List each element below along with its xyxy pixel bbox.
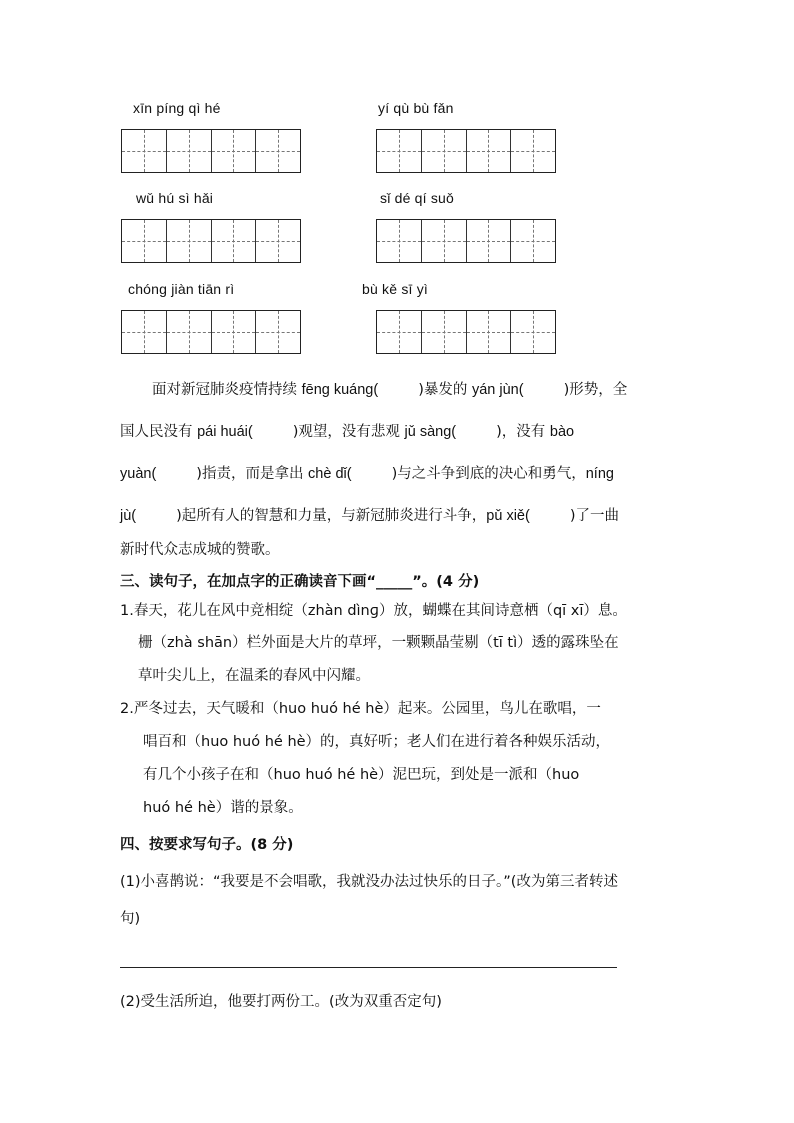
section-3-q1-line: 1.春天，花儿在风中竞相绽（zhàn dìnɡ）放，蝴蝶在其间诗意栖（qī xī）息。 [120, 603, 627, 619]
pinyin-prompt: jǔ sànɡ( [404, 424, 457, 440]
answer-line[interactable] [120, 967, 617, 968]
pinyin-prompt: jù( [120, 508, 137, 524]
pinyin-prompt: yuàn( [120, 466, 157, 482]
passage-text: )暴发的 [418, 382, 472, 398]
passage-text: )了一曲 [569, 508, 619, 524]
section-3-q2-line: huó hé hè）谐的景象。 [143, 800, 303, 816]
passage-text: 面对新冠肺炎疫情持续 [152, 382, 302, 398]
passage-text: 新时代众志成城的赞歌。 [120, 542, 280, 558]
pinyin-label: bù kě sī yì [362, 281, 429, 297]
passage-line [152, 383, 627, 398]
pinyin-prompt: pǔ xiě( [486, 508, 530, 524]
section-3-q2-line: 唱百和（huo huó hé hè）的，真好听；老人们在进行着各种娱乐活动， [143, 734, 611, 750]
passage-line [120, 509, 619, 524]
pinyin-prompt: nínɡ [585, 466, 614, 482]
passage-text: )形势，全 [563, 382, 628, 398]
pinyin-prompt: chè dǐ( [308, 466, 352, 482]
writing-grid[interactable] [121, 129, 301, 173]
passage-text: )与之斗争到底的决心和勇气， [391, 466, 586, 482]
pinyin-prompt: pái huái( [197, 424, 253, 440]
section-4-q2-line: (2)受生活所迫，他要打两份工。(改为双重否定句) [120, 994, 442, 1010]
writing-grid[interactable] [121, 310, 301, 354]
writing-grid[interactable] [376, 219, 556, 263]
passage-text: )，没有 [496, 424, 550, 440]
section-4-title: 四、按要求写句子。(8 分) [120, 837, 294, 853]
pinyin-label: yí qù bù fǎn [378, 100, 454, 116]
section-3-q1-line: 栅（zhà shān）栏外面是大片的草坪，一颗颗晶莹剔（tī tì）透的露珠坠在 [138, 635, 619, 651]
pinyin-prompt: yán jùn( [471, 382, 524, 398]
writing-grid[interactable] [121, 219, 301, 263]
pinyin-label: wǔ hú sì hǎi [136, 190, 214, 206]
passage-line [120, 467, 614, 482]
writing-grid[interactable] [376, 129, 556, 173]
passage-text: )指责，而是拿出 [196, 466, 309, 482]
pinyin-label: xīn pínɡ qì hé [133, 100, 221, 116]
pinyin-label: chónɡ jiàn tiān rì [128, 281, 235, 297]
passage-text: 国人民没有 [120, 424, 198, 440]
pinyin-prompt: bào [549, 424, 575, 440]
pinyin-prompt: fēng kuáng( [301, 382, 379, 398]
passage-line [120, 425, 574, 440]
section-3-title: 三、读句子，在加点字的正确读音下画“_____”。(4 分) [120, 574, 480, 590]
passage-text: )起所有人的智慧和力量，与新冠肺炎进行斗争， [176, 508, 487, 524]
pinyin-label: sǐ dé qí suǒ [380, 190, 454, 206]
section-4-q1-line: (1)小喜鹊说：“我要是不会唱歌，我就没办法过快乐的日子。”(改为第三者转述 [120, 874, 618, 890]
section-3-q2-line: 有几个小孩子在和（huo huó hé hè）泥巴玩，到处是一派和（huo [143, 767, 580, 783]
section-3-q1-line: 草叶尖儿上，在温柔的春风中闪耀。 [138, 668, 370, 684]
passage-line [120, 543, 280, 558]
section-3-q2-line: 2.严冬过去，天气暖和（huo huó hé hè）起来。公园里，鸟儿在歌唱，一 [120, 701, 601, 717]
writing-grid[interactable] [376, 310, 556, 354]
passage-text: )观望，没有悲观 [292, 424, 405, 440]
section-4-q1-line: 句) [120, 911, 141, 927]
